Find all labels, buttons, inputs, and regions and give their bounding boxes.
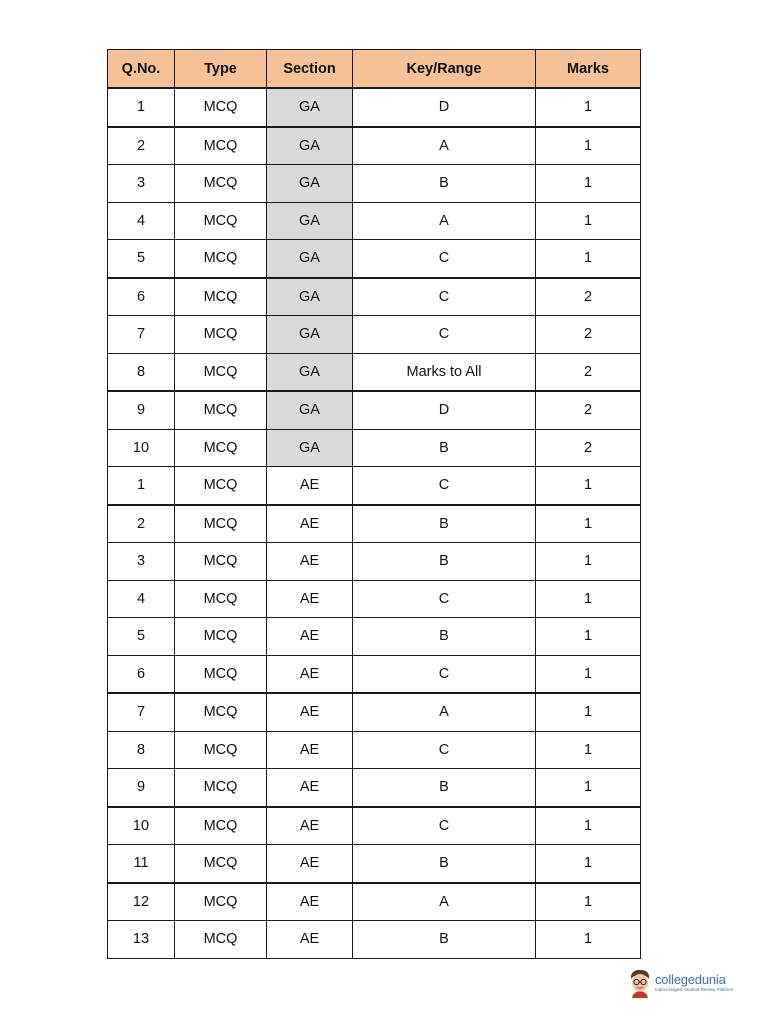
table-row: [108, 731, 641, 769]
cell-section: GA: [267, 353, 353, 391]
answer-key-sheet: [107, 49, 641, 959]
cell-marks: 2: [536, 353, 641, 391]
cell-marks: 1: [536, 88, 641, 127]
cell-key-range: B: [353, 618, 536, 656]
cell-key-range: C: [353, 467, 536, 505]
cell-marks: 1: [536, 883, 641, 921]
cell-key-range: A: [353, 127, 536, 165]
cell-key-range: C: [353, 580, 536, 618]
table-row: [108, 543, 641, 581]
cell-qno: 5: [108, 618, 175, 656]
cell-qno: 11: [108, 845, 175, 883]
cell-qno: 9: [108, 769, 175, 807]
cell-marks: 1: [536, 127, 641, 165]
cell-section: AE: [267, 883, 353, 921]
header-marks: Marks: [536, 50, 641, 89]
cell-type: MCQ: [175, 127, 267, 165]
cell-key-range: B: [353, 769, 536, 807]
cell-key-range: B: [353, 845, 536, 883]
cell-qno: 8: [108, 353, 175, 391]
cell-type: MCQ: [175, 88, 267, 127]
brand-name: collegedunia: [655, 972, 726, 988]
cell-type: MCQ: [175, 618, 267, 656]
cell-section: AE: [267, 845, 353, 883]
table-row: [108, 240, 641, 278]
table-row: [108, 807, 641, 845]
cell-type: MCQ: [175, 807, 267, 845]
cell-type: MCQ: [175, 883, 267, 921]
cell-type: MCQ: [175, 845, 267, 883]
cell-marks: 2: [536, 316, 641, 354]
cell-marks: 1: [536, 580, 641, 618]
cell-section: GA: [267, 240, 353, 278]
cell-section: AE: [267, 618, 353, 656]
cell-qno: 4: [108, 580, 175, 618]
cell-section: AE: [267, 769, 353, 807]
cell-key-range: A: [353, 202, 536, 240]
cell-section: GA: [267, 429, 353, 467]
cell-key-range: C: [353, 731, 536, 769]
cell-type: MCQ: [175, 543, 267, 581]
cell-section: GA: [267, 165, 353, 203]
cell-type: MCQ: [175, 655, 267, 693]
table-row: [108, 316, 641, 354]
cell-type: MCQ: [175, 353, 267, 391]
cell-type: MCQ: [175, 391, 267, 429]
cell-marks: 1: [536, 240, 641, 278]
cell-key-range: C: [353, 807, 536, 845]
cell-section: GA: [267, 278, 353, 316]
cell-marks: 2: [536, 429, 641, 467]
cell-key-range: B: [353, 543, 536, 581]
cell-marks: 1: [536, 693, 641, 731]
cell-type: MCQ: [175, 693, 267, 731]
cell-marks: 1: [536, 505, 641, 543]
cell-qno: 8: [108, 731, 175, 769]
cell-type: MCQ: [175, 165, 267, 203]
cell-section: GA: [267, 202, 353, 240]
cell-marks: 1: [536, 731, 641, 769]
cell-type: MCQ: [175, 731, 267, 769]
table-row: [108, 693, 641, 731]
cell-section: AE: [267, 543, 353, 581]
cell-section: AE: [267, 921, 353, 959]
cell-marks: 1: [536, 618, 641, 656]
cell-key-range: C: [353, 316, 536, 354]
cell-qno: 2: [108, 505, 175, 543]
cell-section: AE: [267, 807, 353, 845]
header-key-range: Key/Range: [353, 50, 536, 89]
cell-qno: 10: [108, 807, 175, 845]
cell-section: AE: [267, 505, 353, 543]
table-row: [108, 467, 641, 505]
cell-section: GA: [267, 316, 353, 354]
cell-section: GA: [267, 391, 353, 429]
cell-key-range: B: [353, 505, 536, 543]
cell-type: MCQ: [175, 467, 267, 505]
cell-key-range: A: [353, 693, 536, 731]
cell-type: MCQ: [175, 921, 267, 959]
cell-section: AE: [267, 731, 353, 769]
cell-key-range: C: [353, 278, 536, 316]
header-section: Section: [267, 50, 353, 89]
header-qno: Q.No.: [108, 50, 175, 89]
cell-qno: 3: [108, 165, 175, 203]
cell-section: AE: [267, 655, 353, 693]
cell-type: MCQ: [175, 580, 267, 618]
answer-key-table: [107, 49, 641, 959]
cell-qno: 7: [108, 316, 175, 354]
cell-key-range: B: [353, 921, 536, 959]
student-face-icon: [628, 968, 652, 998]
cell-key-range: Marks to All: [353, 353, 536, 391]
cell-marks: 2: [536, 278, 641, 316]
cell-qno: 9: [108, 391, 175, 429]
cell-marks: 1: [536, 921, 641, 959]
cell-type: MCQ: [175, 316, 267, 354]
table-header-row: [108, 50, 641, 89]
cell-qno: 12: [108, 883, 175, 921]
cell-marks: 1: [536, 467, 641, 505]
table-row: [108, 127, 641, 165]
cell-marks: 2: [536, 391, 641, 429]
cell-marks: 1: [536, 165, 641, 203]
cell-key-range: D: [353, 88, 536, 127]
table-row: [108, 165, 641, 203]
cell-type: MCQ: [175, 429, 267, 467]
table-row: [108, 278, 641, 316]
table-row: [108, 202, 641, 240]
cell-qno: 10: [108, 429, 175, 467]
cell-type: MCQ: [175, 202, 267, 240]
table-row: [108, 769, 641, 807]
table-row: [108, 883, 641, 921]
cell-qno: 5: [108, 240, 175, 278]
table-row: [108, 655, 641, 693]
cell-qno: 6: [108, 655, 175, 693]
table-row: [108, 353, 641, 391]
cell-type: MCQ: [175, 240, 267, 278]
cell-qno: 6: [108, 278, 175, 316]
cell-marks: 1: [536, 807, 641, 845]
cell-key-range: C: [353, 655, 536, 693]
cell-qno: 13: [108, 921, 175, 959]
cell-marks: 1: [536, 202, 641, 240]
table-row: [108, 88, 641, 127]
cell-key-range: B: [353, 429, 536, 467]
table-row: [108, 921, 641, 959]
cell-section: AE: [267, 580, 353, 618]
cell-marks: 1: [536, 845, 641, 883]
table-row: [108, 618, 641, 656]
cell-key-range: A: [353, 883, 536, 921]
cell-qno: 1: [108, 88, 175, 127]
cell-section: AE: [267, 693, 353, 731]
table-row: [108, 429, 641, 467]
cell-type: MCQ: [175, 278, 267, 316]
cell-type: MCQ: [175, 505, 267, 543]
cell-qno: 1: [108, 467, 175, 505]
cell-marks: 1: [536, 655, 641, 693]
cell-qno: 4: [108, 202, 175, 240]
cell-section: AE: [267, 467, 353, 505]
cell-key-range: D: [353, 391, 536, 429]
collegedunia-logo: [628, 966, 748, 1000]
cell-type: MCQ: [175, 769, 267, 807]
cell-section: GA: [267, 127, 353, 165]
cell-qno: 3: [108, 543, 175, 581]
header-type: Type: [175, 50, 267, 89]
cell-marks: 1: [536, 543, 641, 581]
cell-qno: 7: [108, 693, 175, 731]
table-row: [108, 391, 641, 429]
cell-key-range: B: [353, 165, 536, 203]
cell-key-range: C: [353, 240, 536, 278]
cell-marks: 1: [536, 769, 641, 807]
table-row: [108, 505, 641, 543]
table-row: [108, 845, 641, 883]
cell-qno: 2: [108, 127, 175, 165]
table-row: [108, 580, 641, 618]
brand-text: [655, 973, 733, 993]
brand-tagline: India's largest Student Review Platform: [655, 987, 734, 993]
cell-section: GA: [267, 88, 353, 127]
